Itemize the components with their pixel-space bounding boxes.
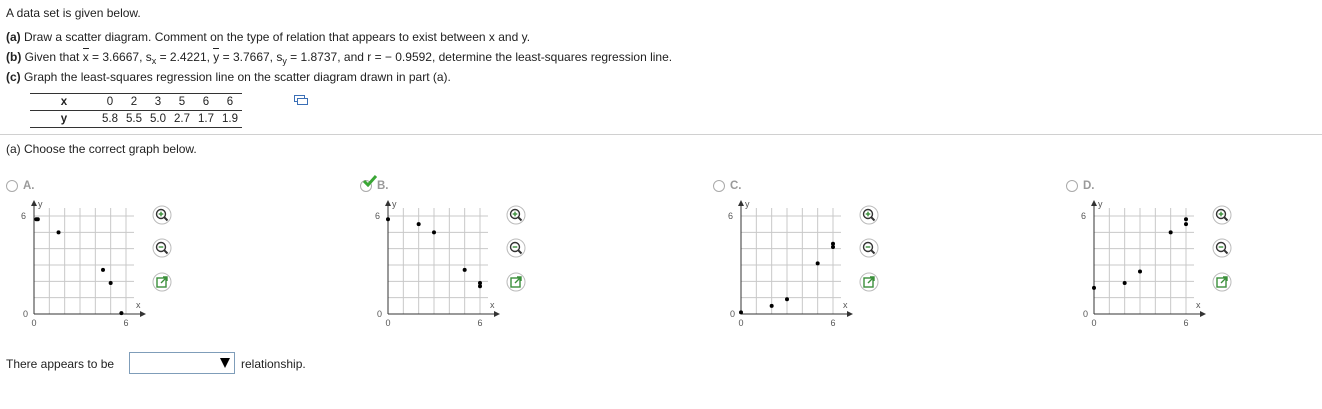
x-tick-label: 6 [123,318,129,328]
data-point [785,297,789,301]
zoom-out-icon[interactable] [152,238,172,258]
open-new-window-icon[interactable] [152,272,172,292]
data-point [386,217,390,221]
answer-prefix: There appears to be [6,357,115,371]
table-row-x [30,94,242,111]
part-c: (c) Graph the least-squares regression line on the scatter diagram drawn in part (a). [6,70,451,84]
x-tick-label: 6 [477,318,483,328]
data-point [1184,222,1188,226]
scatter-graph [1080,198,1220,330]
table-cell: 6 [218,94,242,111]
x-tick-label: 6 [1183,318,1189,328]
relationship-dropdown[interactable] [129,352,235,374]
table-cell: 1.9 [218,111,242,128]
data-point [1092,286,1096,290]
x-tick-label: 6 [830,318,836,328]
table-cell: 6 [194,94,218,111]
checkmark-icon [363,175,377,187]
table-cell: 1.7 [194,111,218,128]
x-axis-arrow [140,311,146,317]
x-tick-label: 0 [738,318,744,328]
y-axis-arrow [385,200,391,206]
option-radio[interactable] [1066,180,1078,192]
table-y-label: y [30,111,98,128]
data-point [463,268,467,272]
section-divider [0,134,1322,135]
y-tick-label: 0 [1083,309,1089,319]
open-new-window-icon[interactable] [1212,272,1232,292]
y-tick-label: 6 [728,211,734,221]
data-point [1184,217,1188,221]
y-tick-label: 6 [1081,211,1087,221]
question-parts [6,27,672,87]
y-tick-label: 6 [375,211,381,221]
data-point [109,281,113,285]
table-cell: 3 [146,94,170,111]
table-cell: 2 [122,94,146,111]
y-axis-label: y [392,199,397,209]
data-point [831,242,835,246]
x-axis-arrow [1200,311,1206,317]
option-label: B. [377,180,389,192]
data-point [816,261,820,265]
data-point [739,310,743,314]
data-point [770,304,774,308]
data-point [119,311,123,315]
x-tick-label: 0 [385,318,391,328]
copy-data-icon[interactable] [294,95,308,105]
option-label: D. [1083,180,1095,192]
table-cell: 0 [98,94,122,111]
zoom-in-icon[interactable] [1212,205,1232,225]
option-label: A. [23,180,35,192]
zoom-out-icon[interactable] [506,238,526,258]
x-tick-label: 0 [1091,318,1097,328]
option-label: C. [730,180,742,192]
option-radio[interactable] [6,180,18,192]
table-row-y [30,111,242,128]
answer-suffix: relationship. [241,357,306,371]
table-x-label: x [30,94,98,111]
x-axis-label: x [843,300,848,310]
zoom-out-icon[interactable] [859,238,879,258]
table-cell: 5.8 [98,111,122,128]
y-axis-arrow [738,200,744,206]
x-bar-symbol: x [82,50,89,64]
x-tick-label: 0 [31,318,37,328]
zoom-in-icon[interactable] [152,205,172,225]
scatter-graph [20,198,160,330]
y-bar-symbol: y [213,50,220,64]
scatter-graph [374,198,514,330]
data-point [478,281,482,285]
data-table [30,93,242,128]
x-axis-label: x [136,300,141,310]
y-axis-arrow [31,200,37,206]
data-point [417,222,421,226]
x-axis-label: x [1196,300,1201,310]
y-axis-label: y [1098,199,1103,209]
part-a: (a) Draw a scatter diagram. Comment on the type of relation that appears to exist between x and y. [6,30,531,44]
y-tick-label: 6 [21,211,27,221]
question-a-prompt: (a) Choose the correct graph below. [6,142,197,156]
y-tick-label: 0 [730,309,736,319]
table-cell: 5.5 [122,111,146,128]
data-point [101,268,105,272]
open-new-window-icon[interactable] [506,272,526,292]
option-radio[interactable] [713,180,725,192]
part-b: (b) Given that x = 3.6667, $s_x = 2.4221$, y = 3.7667, $s_y = 1.8737$, and r = − 0.9592, determine the least-squares regression line. [6,47,672,67]
x-axis-arrow [494,311,500,317]
data-point [432,230,436,234]
data-point [57,230,61,234]
x-axis-arrow [847,311,853,317]
open-new-window-icon[interactable] [859,272,879,292]
intro-text: A data set is given below. [6,6,141,20]
y-axis-arrow [1091,200,1097,206]
zoom-in-icon[interactable] [859,205,879,225]
y-axis-label: y [745,199,750,209]
zoom-in-icon[interactable] [506,205,526,225]
y-axis-label: y [38,199,43,209]
y-tick-label: 0 [23,309,29,319]
data-point [1123,281,1127,285]
data-point [36,217,40,221]
data-point [1138,270,1142,274]
scatter-graph [727,198,867,330]
data-point [1169,230,1173,234]
x-axis-label: x [490,300,495,310]
table-cell: 2.7 [170,111,194,128]
table-cell: 5.0 [146,111,170,128]
table-cell: 5 [170,94,194,111]
zoom-out-icon[interactable] [1212,238,1232,258]
dropdown-arrow-icon[interactable] [217,354,233,372]
y-tick-label: 0 [377,309,383,319]
